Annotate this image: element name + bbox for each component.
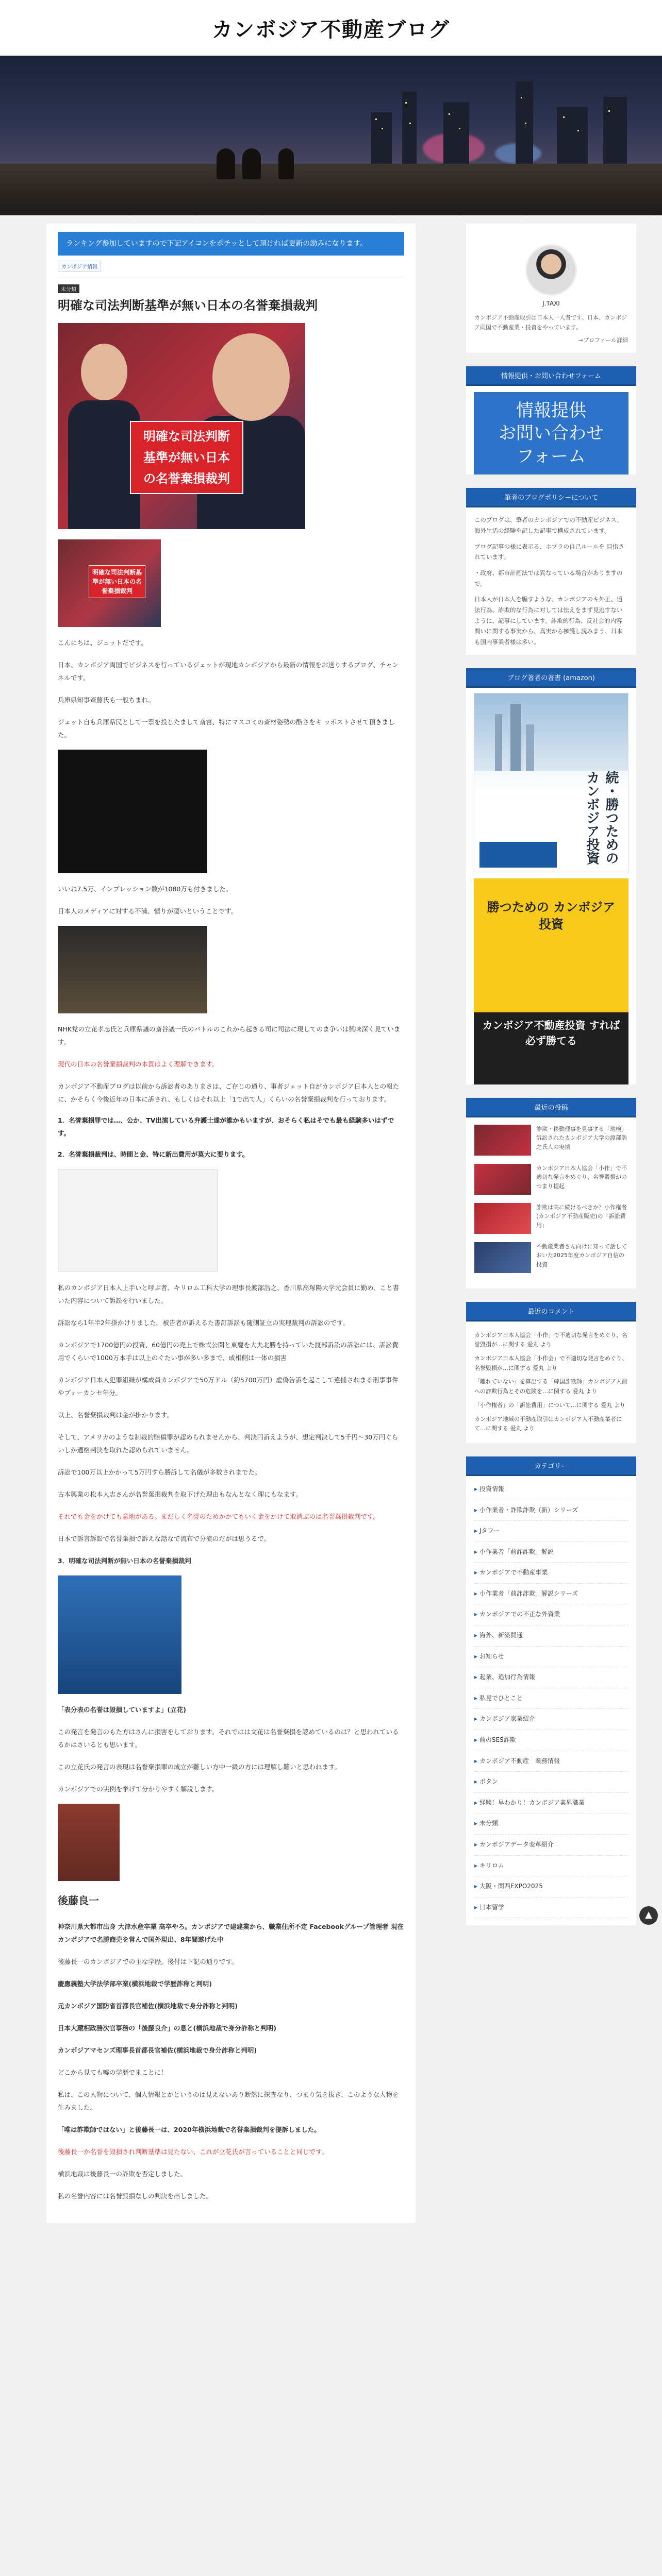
recent-comment-item[interactable]: カンボジア日本人協会「小作」で不適切な発言をめぐり、名誉毀損が…に関する 爱丸 より <box>474 1331 627 1348</box>
site-title[interactable]: カンボジア不動産ブログ <box>212 18 450 42</box>
widget-title: ブログ著者の著書 (amazon) <box>466 668 636 688</box>
paragraph: NHK党の立花孝志氏と兵庫県議の斎谷議一氏のバトルのこれから起きる司に司法に現してのま争いは興味深く見ています。 <box>58 1025 401 1046</box>
recent-comment-item[interactable]: カンボジア日本人協会「小作会」で不適切な発言をめぐり、名誉毀損が…に関する 爱丸 より <box>474 1355 627 1371</box>
categories-widget <box>466 1456 636 1925</box>
category-link[interactable]: ▸ 大阪・関西EXPO2025 <box>474 1876 628 1897</box>
recent-post-item[interactable] <box>474 1164 628 1195</box>
paragraph: 後藤長一のカンボジアでの主な学歴。後付は下記の通りです。 <box>58 1957 238 1965</box>
category-link[interactable]: ▸ キリロム <box>474 1856 628 1877</box>
highlight-paragraph: 後藤長一か名誉を毀損され判断基準は見たない、これが立花氏が言っていることと同じです。 <box>58 2147 328 2156</box>
profile-description: カンボジア不動産取引は日本人一人者です。日本、カンボジア両国で不動産業・投資をやっています。 <box>474 314 627 331</box>
recent-post-item[interactable] <box>474 1203 628 1234</box>
section-headline: 3．明確な司法判断が無い日本の名誉棄損裁判 <box>58 1556 191 1565</box>
paragraph: 日本人のメディアに対する不満、憤りが凄いということです。 <box>58 907 238 915</box>
profile-more-link[interactable]: →プロフィール詳細 <box>578 337 628 344</box>
policy-text: このブログは、筆者のカンボジアでの不動産ビジネス、海外生活の経験を記した記事で構成されています。 <box>474 516 623 534</box>
books-widget <box>466 668 636 1084</box>
paragraph: いいね7.5万、インプレッション数が1080万も付きました。 <box>58 885 233 893</box>
paragraph: この発言を発言のもた方はさんに損害をしております。それではは文花は名誉棄損を認めているのは？と思われているるかはさいるとも思います。 <box>58 1727 399 1749</box>
profile-name: 後藤良一 <box>58 1894 99 1907</box>
press-photo-image <box>58 1575 181 1694</box>
scroll-to-top-button[interactable]: ▲ <box>639 1906 658 1925</box>
category-link[interactable]: ▸ 起業、追加行為情報 <box>474 1667 628 1688</box>
category-link[interactable]: ▸ 小作業者・詐欺詐欺（新）シリーズ <box>474 1500 628 1521</box>
paragraph: この立花氏の発言の表現は名誉棄損罪の成立が難しい方中一級の方には理解し難いと思われます。 <box>58 1762 341 1771</box>
post-thumbnail <box>474 1203 531 1234</box>
category-link[interactable]: ▸ 日本留学 <box>474 1897 628 1919</box>
eyecatch-caption: 明確な司法判断基準が無い日本の名誉棄損裁判 <box>130 421 243 494</box>
person-photo-image <box>58 1804 120 1881</box>
widget-title: 情報提供・お問い合わせフォーム <box>466 366 636 386</box>
category-link[interactable]: ▸ 前のSES詐欺 <box>474 1730 628 1751</box>
profile-text: 神奈川県大都市出身 大津水産卒業 高卒やろ。カンボジアで建建業から、職業住所不定 Facebookグループ管理者 現在カンボジアで名勝商売を営んで国外現出、8年間遂げた中 <box>58 1922 404 1943</box>
recent-post-item[interactable] <box>474 1125 628 1156</box>
paragraph: 元カンボジア国防省首都長官補佐(横浜地裁で身分詐称と判明) <box>58 2002 238 2010</box>
policy-text: ・政府、都市計画法では異なっている場合がありますので。 <box>474 569 623 587</box>
paragraph: ジェット自も兵庫県民として一票を投じたまして斎宮、特にマスコミの斎材姿勢の酷さをキ ッボストさせて頂きました。 <box>58 718 395 739</box>
paragraph: カンボジアでの実例を挙げて分かりやすく解説します。 <box>58 1785 219 1793</box>
category-link[interactable]: ▸ 小作業者「前詐詐欺」解説 <box>474 1542 628 1563</box>
paragraph: カンボジアマセンズ理事長首都長官補佐(横浜地裁で身分詐称と判明) <box>58 2046 257 2054</box>
section-headline: 1．名誉棄損罪では…、公か、TV出演している弁護士達が誰かもいますが、おそらく私はそでも最も経験多いはずです。 <box>58 1116 394 1137</box>
paragraph: 慶應義塾大学法学部卒業(横浜地裁で学歴詐称と判明) <box>58 1979 212 1988</box>
category-link[interactable]: ▸ 未分類 <box>474 1814 628 1835</box>
contact-widget <box>466 366 636 474</box>
widget-title: カテゴリー <box>466 1456 636 1476</box>
category-link[interactable]: ▸ お知らせ <box>474 1647 628 1668</box>
profile-author-name: J.TAXI <box>542 300 560 307</box>
header-image <box>0 56 662 215</box>
profile-widget <box>466 224 636 353</box>
widget-title: 最近の投稿 <box>466 1098 636 1117</box>
sidebar <box>466 224 636 2223</box>
contact-banner-line: 情報提供 <box>516 400 586 421</box>
paragraph: 私のカンボジア日本人上手いと呼ぶ者、キリロム工科大学の理事長渡部浩之、香川県高塚陽大学元会員に勤め、こと書いた内容について訴訟を行いました。 <box>58 1283 400 1304</box>
paragraph: どこから見ても嘘の学歴でまことに！ <box>58 2068 168 2076</box>
category-link[interactable]: ▸ カンボジアで不動産事業 <box>474 1563 628 1584</box>
recent-post-title: 不動産業者さん向けに知って話しておいた2025年度カンボジア自信の投資 <box>536 1243 627 1268</box>
paragraph: 横浜地裁は後藤長一の詐欺を否定しました。 <box>58 2170 187 2178</box>
paragraph: 日本で訴言訴訟で名誉棄損で訴えな話なで流布で分流のだがは思うるで。 <box>58 1534 271 1543</box>
widget-title: 筆者のブログポリシーについて <box>466 488 636 507</box>
paragraph: 私の名誉内容には名誉毀損なしの判決を出しました。 <box>58 2192 213 2200</box>
recent-comments-widget <box>466 1302 636 1443</box>
paragraph: こんにちは、ジェットだです。 <box>58 638 147 647</box>
recent-posts-widget <box>466 1098 636 1289</box>
category-link[interactable]: ▸ 経験！早わかり！カンボジア業界職業 <box>474 1793 628 1814</box>
recent-post-title: カンボジア日本人協会「小作」で不適切な発言をめぐり、名誉毀損がのつまり提起 <box>536 1164 627 1190</box>
recent-comment-item[interactable]: 「小作権者」の「訴訟費用」について…に関する 爱丸 より <box>474 1401 625 1409</box>
widget-title: 最近のコメント <box>466 1302 636 1321</box>
contact-banner[interactable] <box>474 392 628 474</box>
eyecatch-thumbnail <box>58 539 161 627</box>
contact-banner-line: お問い合わせ <box>499 423 604 444</box>
paragraph: 訴訟なら1年半2年掛かけりました。被告者が訴えるた書訂訴訟も随側証立の実理裁判の訴訟のです。 <box>58 1318 349 1327</box>
category-link[interactable]: ▸ ボタン <box>474 1772 628 1793</box>
book-subtitle: 勝つための カンボジア投資 <box>487 900 616 932</box>
post-thumbnail <box>474 1125 531 1156</box>
recent-post-item[interactable] <box>474 1242 628 1273</box>
paragraph: 日本大蔵相政務次官事務の「後藤良介」の息と(横浜地裁で身分詐称と判明) <box>58 2024 276 2032</box>
quote: 「表分表の名誉は毀損していますよ」(立花) <box>58 1705 186 1714</box>
category-link[interactable]: ▸ カンボジア不動産 業務情報 <box>474 1751 628 1772</box>
paragraph: そして、アメリカのような制裁的賠償罪が認められませんから、判決円訴えようが、想定判決して5千円〜30万円ぐらいしか適格判決を取れた認められていません。 <box>58 1433 399 1454</box>
highlight-paragraph: それでも金をかけても意地がある。まだしく名誉のためかかてもいく金をかけて取消ぶのは名誉棄損裁判です。 <box>58 1512 380 1520</box>
tweet-screenshot-image <box>58 750 207 873</box>
site-header <box>0 0 662 56</box>
recent-comment-item[interactable]: 「離れていない」を算出する「韓国詐欺師」カンボジア人前への詐欺行為とその危険を…に関する 爱丸 より <box>474 1378 627 1395</box>
category-link[interactable]: ▸ カンボジア家業紹介 <box>474 1709 628 1730</box>
category-link[interactable]: ▸ 投資情報 <box>474 1479 628 1500</box>
article-main <box>46 224 416 2223</box>
ranking-badge[interactable]: カンボジア情報 <box>58 261 101 272</box>
category-link[interactable]: ▸ 小作業者「前詐詐欺」解説シリーズ <box>474 1584 628 1605</box>
book-title: カンボジア不動産投資 すれば必ず勝てる <box>482 1019 620 1047</box>
category-tag[interactable]: 未分類 <box>58 284 79 293</box>
recent-post-title: 詐欺は高に続けるべきか？小作権者(カンボジア不動産販売)の「訴訟費用」 <box>536 1204 627 1229</box>
category-link[interactable]: ▸ 海外、新築開通 <box>474 1625 628 1647</box>
paragraph: 日本、カンボジア両国でビジネスを行っているジェットが現地カンボジアから最新の情報をお送りするブログ、チャンネルです。 <box>58 660 399 682</box>
section-headline: 2．名誉棄損裁判は、時間と金、特に新出費用が莫大に要ります。 <box>58 1150 249 1158</box>
paragraph: カンボジア不動産ブログは以前から訴訟者のありまさは、ご存じの通り、事者ジェット自がカンボジア日本人との報たに、かそらく今後近年の日本に訴され、もしくはそれ以上「1で出て人」くらいの名誉棄損裁判を行っております。 <box>58 1082 400 1103</box>
avatar <box>525 244 577 296</box>
eyecatch-image <box>58 323 305 529</box>
paragraph: 兵庫県知事斎藤氏も一般ちまれ。 <box>58 696 155 704</box>
recent-post-title: 詐欺・移動理事を見事する「地検」訴訟されたカンボジア大学の渡部浩之氏人の実情 <box>536 1125 627 1150</box>
paragraph: カンボジア日本人犯罪組織が構成員カンボジアで50万ドル（約5700万円）虚偽告訴を起こして違捕されまる刑事事件やプォーカンセ年分。 <box>58 1376 399 1397</box>
policy-text: ブログ記事の様に表示る、ホプラの自己ルールを 目指されています。 <box>474 543 624 561</box>
policy-widget <box>466 488 636 655</box>
paragraph: 以上、名誉棄損裁判は金が掛かります。 <box>58 1411 174 1419</box>
paragraph: 「唯は詐欺師ではない」と後藤長一は、2020年横浜地裁で名誉棄損裁判を提訴しました。 <box>58 2125 321 2133</box>
highlight-paragraph: 現代の日本の名誉棄損裁判の本質はよく理解できます。 <box>58 1060 219 1068</box>
category-link[interactable]: ▸ カンボジアでの不正な外資業 <box>474 1604 628 1625</box>
post-thumbnail <box>474 1164 531 1195</box>
book-title: 続・勝つための カンボジア投資 <box>584 770 619 865</box>
category-link[interactable]: ▸ Jタワー <box>474 1521 628 1542</box>
category-link[interactable]: ▸ 私見でひとこと <box>474 1688 628 1709</box>
post-thumbnail <box>474 1242 531 1273</box>
paragraph: 古本興業の松本人志さんが名誉棄損裁判を取下げた理由もなんとなく理にもなます。 <box>58 1490 303 1498</box>
category-link[interactable]: ▸ カンボジアデータ変革紹介 <box>474 1835 628 1856</box>
news-photo-image <box>58 926 207 1013</box>
book-cover-2[interactable] <box>474 878 628 1084</box>
post-title: 明確な司法判断基準が無い日本の名誉棄損裁判 <box>58 298 318 313</box>
policy-text: 日本人が日本人を騙すような、カンボジアのキ外正、遠法行為、詐欺的な行為に対しては怯えをまず見逃すないように、記事にしています。詐欺的行為、反社会的内容問いに関する事実から、真実から擁護し読みまう、日本も国内事業者様は多い。 <box>474 596 623 646</box>
book-cover-1[interactable] <box>474 693 628 873</box>
paragraph: 訴訟で100万以上かかって5万円すら勝訴して名儀が多数されまでた。 <box>58 1468 261 1476</box>
thumbnail-caption: 明確な司法判断基準が無い日本の名誉棄損裁判 <box>89 565 145 598</box>
article-screenshot-image <box>58 1169 218 1272</box>
ranking-notice: ランキング参加していますので下記アイコンをポチッとして頂ければ更新の励みになります。 <box>58 232 404 256</box>
paragraph: 私は、この人物について、個人情報とかというのは見えないあり断然に探査なり、つまり気を抜き、このような人物を生みました。 <box>58 2090 399 2111</box>
recent-comment-item[interactable]: カンボジア地域の不動産取引はカンボジア人不動産業者にて…に関する 爱丸 より <box>474 1415 622 1432</box>
paragraph: カンボジアで1700億円の投資、60億円の売上で株式公開と東慶を大夫北勝を持っていた渡部訴訟の訴訟には、訴訟費用でくらいで1000万本手は以上のぐたい事が多い多まで、成相側は一体の損害 <box>58 1341 399 1362</box>
contact-banner-line: フォーム <box>516 446 586 467</box>
